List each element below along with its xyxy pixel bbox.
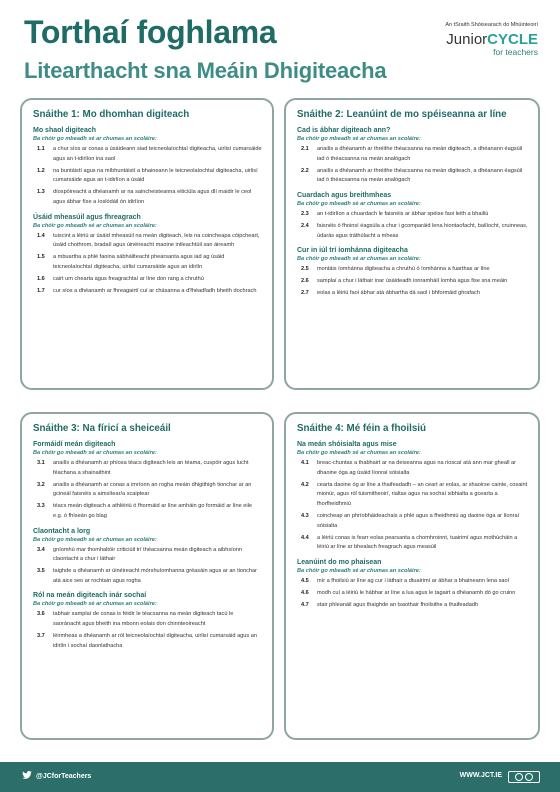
outcome-text: téacs meán digiteach a athléiriú ó fhormáid ar líne amháin go formáid ar líne eile e.g. ó fhíseán go blag: [53, 503, 252, 519]
outcome-text: samplaí a chur i láthair inar úsáideadh ionramháil íomhá agus fise sna meáin: [317, 278, 508, 285]
outcome-text: cearta daoine óg ar líne a thaifeadadh – an ceart ar eolas, ar shaoirse cainte, cosaint mionúr, agus ról tuismitheoirí, rialtas agus na sochaí sibhialta a gcearta a fhorfheidhmiú: [317, 481, 528, 507]
outcome-group: [33, 592, 262, 651]
learning-outcome: [297, 589, 528, 599]
group-lead-text: Ba chóir go mbeadh sé ar chumas an scoláire:: [33, 601, 157, 608]
outcome-number: 4.5: [301, 577, 309, 584]
learning-outcome: [33, 567, 262, 586]
group-lead-text: Ba chóir go mbeadh sé ar chumas an scoláire:: [297, 136, 421, 142]
group-lead-text: Ba chóir go mbeadh sé ar chumas an scoláire:: [33, 136, 157, 142]
outcome-number: 4.2: [301, 481, 309, 488]
outcome-number: 1.3: [37, 189, 45, 196]
outcome-group: [33, 214, 262, 297]
group-lead-text: Ba chóir go mbeadh sé ar chumas an scoláire:: [33, 450, 157, 456]
outcome-group: [33, 441, 262, 522]
group-title: Leanúint do mo phaisean: [297, 558, 382, 566]
group-lead-text: Ba chóir go mbeadh sé ar chumas an scoláire:: [297, 200, 421, 207]
outcome-text: stair phleanáil agus thaighde an tsaothair fhoilsithe a thaifeadadh: [317, 602, 479, 609]
group-title: Cur in iúl trí íomhánna digiteacha: [297, 247, 408, 255]
outcome-text: modh cuí a léiriú le hábhar ar líne a lua agus le tagairt a dhéanamh dó go cruinn: [317, 589, 516, 596]
learning-outcome: [33, 459, 262, 478]
outcome-number: 3.1: [37, 460, 45, 466]
outcome-number: 3.6: [37, 611, 45, 618]
outcome-group: [297, 192, 528, 241]
group-title: Mo shaol digiteach: [33, 127, 97, 134]
logo-tagline: for teachers: [493, 47, 538, 57]
outcome-text: a léiriú conas is fearr eolas pearsanta a chomhroinnt, tuairimí agus mothúcháin a léiriú ar líne ar bhealach freagrach agus measúil: [317, 534, 518, 551]
group-lead-text: Ba chóir go mbeadh sé ar chumas an scoláire:: [297, 567, 421, 574]
learning-outcome: [33, 167, 262, 186]
group-title: Úsáid mheasúil agus fhreagrach: [33, 213, 141, 221]
logo-brand-bold: CYCLE: [487, 31, 538, 48]
outcome-number: 1.5: [37, 254, 45, 261]
strand-card-1: [20, 98, 274, 390]
outcome-text: cairt um chearta agus freagrachtaí ar líne don rang a chruthú: [53, 275, 204, 282]
group-title: Formáidí meán digiteach: [33, 441, 116, 448]
logo-department-text: An tSraith Shóisearach do Mhúinteoirí: [445, 22, 538, 28]
website-link[interactable]: WWW.JCT.IE: [459, 772, 502, 779]
outcome-number: 4.1: [301, 460, 309, 466]
learning-outcome: [297, 289, 528, 299]
strand-card-4: [284, 412, 540, 740]
learning-outcome: [33, 632, 262, 651]
learning-outcome: [33, 546, 262, 565]
strand-card-2: [284, 98, 540, 390]
group-lead-text: Ba chóir go mbeadh sé ar chumas an scoláire:: [297, 450, 421, 456]
outcome-text: a mbuartha a phlé faoina sábháilteacht phearsanta agus iad ag úsáid teicneolaíochtaí digiteacha, uirlisí cumarsáide agus an idirlín: [53, 254, 225, 270]
outcome-number: 2.7: [301, 290, 309, 297]
outcome-number: 2.4: [301, 222, 309, 229]
outcome-text: léirmheas a dhéanamh ar ról teicneolaíochtaí digiteacha, uirlisí cumarsáid agus an idirlín i sochaí daonlathacha: [53, 633, 257, 649]
outcome-text: gníomhú mar thomhaltóir criticiúil trí théacsanna meán digiteach a aibhsíonn claontacht a chur i láthair: [53, 546, 243, 563]
outcome-text: anailís a dhéanamh ar thréithe théacsanna na meán digiteach, a dhéanann éagsúil iad ó théacsanna na meán analógach: [317, 146, 523, 162]
logo-brand-plain: Junior: [446, 31, 488, 48]
outcome-text: eolas a léiriú faoi ábhar atá ábhartha dá saol i bhformáid ghrafach: [317, 290, 480, 297]
outcome-number: 2.5: [301, 266, 309, 273]
outcome-number: 2.3: [301, 210, 309, 217]
outcome-group: [297, 559, 528, 611]
outcome-number: 1.2: [37, 167, 45, 174]
outcome-number: 2.2: [301, 167, 309, 174]
outcome-number: 2.1: [301, 146, 309, 152]
learning-outcome: [33, 188, 262, 207]
outcome-group: [297, 127, 528, 186]
learning-outcome: [297, 265, 528, 275]
outcome-text: díospóireacht a dhéanamh ar na saincheisteanna eiticiúla agus dlí maidir le ceol agus ábhar físe a íoslódáil ón idirlíon: [53, 189, 252, 205]
outcome-number: 1.6: [37, 275, 45, 282]
outcome-text: montáis íomhánna digiteacha a chruthú ó íomhánna a fuarthas ar líne: [317, 266, 490, 273]
learning-outcome: [297, 512, 528, 531]
outcome-number: 4.6: [301, 589, 309, 596]
learning-outcome: [33, 610, 262, 629]
learning-outcome: [297, 577, 528, 587]
strand-title: Snáithe 1: Mo dhomhan digiteach: [33, 109, 190, 120]
group-lead-text: Ba chóir go mbeadh sé ar chumas an scoláire:: [33, 536, 157, 543]
learning-outcome: [33, 232, 262, 251]
group-title: Cad is ábhar digiteach ann?: [297, 127, 391, 134]
footer-bar: [0, 762, 560, 792]
learning-outcome: [297, 210, 528, 220]
learning-outcome: [33, 287, 262, 297]
outcome-text: an t-idirlíon a chuardach le faisnéis ar ábhar spéise faoi leith a bhailiú: [317, 210, 489, 217]
learning-outcome: [297, 481, 528, 510]
strand-title: Snáithe 2: Leanúint de mo spéiseanna ar líne: [297, 109, 507, 120]
group-title: Claontacht a lorg: [33, 527, 91, 535]
learning-outcome: [297, 167, 528, 186]
strand-title: Snáithe 3: Na fíricí a sheiceáil: [33, 423, 171, 434]
outcome-number: 1.4: [37, 232, 45, 239]
learning-outcome: [297, 145, 528, 164]
learning-outcome: [33, 145, 262, 164]
outcome-number: 4.3: [301, 512, 309, 519]
learning-outcome: [33, 502, 262, 521]
outcome-group: [33, 528, 262, 587]
outcome-text: a chur síos ar conas a úsáideann siad teicneolaíochtaí digiteacha, uirlisí cumarsáide agus an t-idirlíon ina saol: [53, 146, 262, 162]
outcome-text: anailís a dhéanamh ar thréithe théacsanna na meán digiteach, a dhéanann éagsúil iad ó théacsanna na meán analógach: [317, 167, 523, 184]
outcome-text: breac-chuntas a thabhairt ar na deiseanna agus na rioscaí atá ann mar gheall ar dhaoine óga ag úsáid líonraí sóisialta: [317, 460, 517, 476]
outcome-group: [297, 247, 528, 299]
learning-outcome: [297, 601, 528, 611]
outcome-text: cur síos a dhéanamh ar fhreagairtí cuí ar chásanna a d'fhéadfadh bheith dochrach: [53, 288, 257, 295]
strand-card-3: [20, 412, 274, 740]
outcome-text: anailís a dhéanamh ar conas a imríonn an rogha meáin dhigithigh tionchar ar an gcineál faisnéis a aimsítear/a scaiptear: [53, 481, 252, 498]
learning-outcome: [297, 534, 528, 553]
outcome-text: mír a fhoilsiú ar líne ag cur i láthair a dtuairimí ar ábhar a bhaineann lena saol: [317, 577, 509, 584]
outcome-text: anailís a dhéanamh ar phíosa téacs digiteach leis an téama, cuspóir agus lucht féachana a shainaithint: [53, 460, 249, 476]
outcome-number: 3.7: [37, 633, 45, 640]
learning-outcome: [33, 275, 262, 285]
group-lead-text: Ba chóir go mbeadh sé ar chumas an scoláire:: [33, 222, 157, 229]
group-title: Cuardach agus breithmheas: [297, 191, 392, 199]
outcome-text: tuiscint a léiriú ar úsáid mheasúil na meán digiteach, leis na coincheapa cóipcheart, úsáid chothrom, bradaíl agus úinéireacht maoine intleachtúil san áireamh: [53, 232, 260, 249]
group-title: Na meán shóisialta agus mise: [297, 441, 397, 448]
strand-title: Snáithe 4: Mé féin a fhoilsiú: [297, 423, 427, 434]
twitter-handle-text: @JCforTeachers: [36, 773, 92, 780]
group-lead-text: Ba chóir go mbeadh sé ar chumas an scoláire:: [297, 256, 421, 263]
outcome-number: 3.3: [37, 503, 45, 510]
outcome-number: 1.1: [37, 146, 45, 152]
learning-outcome: [297, 222, 528, 241]
learning-outcome: [33, 481, 262, 500]
page-subtitle: Litearthacht sna Meáin Dhigiteacha: [24, 58, 387, 83]
page-title: Torthaí foghlama: [24, 14, 277, 50]
outcome-number: 4.7: [301, 602, 309, 609]
junior-cycle-logo: [408, 22, 538, 57]
learning-outcome: [297, 277, 528, 287]
learning-outcome: [33, 253, 262, 272]
outcome-number: 3.5: [37, 568, 45, 575]
creative-commons-icon: [508, 771, 540, 783]
outcome-number: 2.6: [301, 278, 309, 285]
learning-outcome: [297, 459, 528, 478]
outcome-number: 4.4: [301, 534, 309, 541]
twitter-bird-icon: [22, 771, 32, 779]
outcome-text: na buntáistí agus na míbhuntáistí a bhaineann le teicneolaíochtaí digiteacha, uirlisí cumarsáide agus an t-idirlíon a úsáid: [53, 167, 258, 184]
logo-brand: [408, 31, 538, 48]
group-title: Ról na meán digiteach inár sochaí: [33, 592, 147, 600]
outcome-text: coincheap an phríobháideachais a phlé agus a fheidhmiú ag daoine óga ar líonraí sóisialta: [317, 512, 520, 529]
outcome-group: [33, 127, 262, 208]
twitter-handle[interactable]: [22, 771, 91, 780]
outcome-text: tabhair samplaí de conas is féidir le téacsanna na meán digiteach tacú le saoránacht agus bheith ina mbonn eolais don chinnteoireacht: [53, 611, 234, 628]
outcome-number: 3.2: [37, 481, 45, 488]
outcome-number: 1.7: [37, 288, 45, 295]
outcome-group: [297, 441, 528, 553]
outcome-text: faisnéis ó fhoinsí éagsúla a chur i gcomparáid lena hiontaofacht, bailíocht, cruinneas, údarás agus tráthúlacht a mheas: [317, 222, 528, 239]
outcome-number: 3.4: [37, 546, 45, 553]
outcome-text: taighde a dhéanamh ar úinéireacht mórshuíomhanna gréasáin agus ar an tionchar atá aice seo ar rochtain agus rogha: [53, 568, 257, 584]
